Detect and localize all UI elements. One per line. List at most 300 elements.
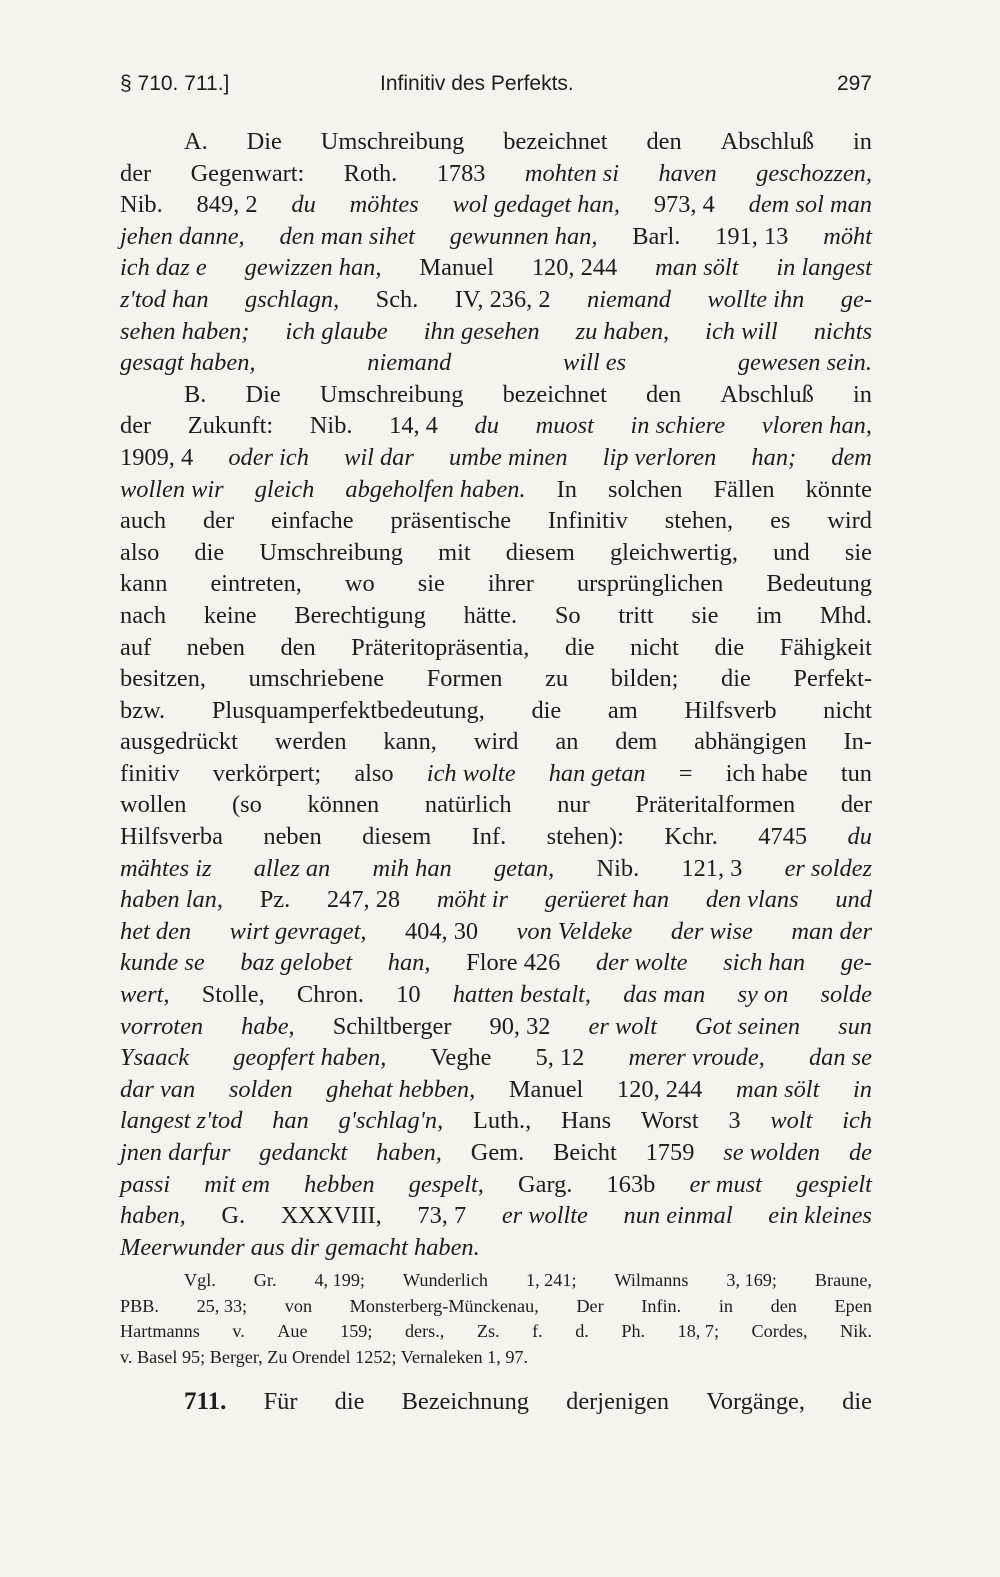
text-line — [120, 1386, 872, 1417]
italic-citation: niemand — [367, 349, 452, 377]
text-segment: 1, 241; — [525, 1270, 577, 1290]
text-segment: neben — [263, 823, 322, 851]
text-segment: Für — [263, 1388, 298, 1415]
text-segment: IV, 236, 2 — [454, 285, 551, 313]
italic-citation: er soldez — [784, 854, 872, 882]
text-line — [120, 316, 872, 348]
text-segment: Luth., — [472, 1107, 532, 1135]
text-segment: Berechtigung — [294, 601, 426, 629]
text-segment: ausgedrückt — [120, 728, 238, 756]
text-segment: tritt — [618, 601, 654, 629]
italic-citation: man der — [791, 917, 872, 945]
text-segment: In — [556, 475, 577, 503]
italic-citation: ich will — [705, 317, 778, 345]
text-segment: nach — [120, 601, 167, 629]
text-segment: Manuel — [508, 1075, 584, 1103]
text-segment: 1759 — [645, 1139, 695, 1166]
italic-citation: vloren han, — [761, 412, 872, 440]
italic-citation: dem — [831, 443, 872, 471]
text-segment: Vgl. — [184, 1270, 216, 1290]
text-segment: B. — [184, 380, 207, 408]
text-segment: 159; — [340, 1321, 373, 1341]
text-segment: 10 — [396, 981, 421, 1009]
text-segment: diesem — [362, 823, 432, 851]
text-line — [120, 884, 872, 916]
italic-citation: in — [852, 1075, 872, 1103]
text-line — [120, 474, 872, 506]
italic-citation: habe, — [241, 1012, 295, 1040]
text-segment: solchen — [608, 475, 683, 503]
text-segment: von — [284, 1295, 313, 1316]
text-segment: 14, 4 — [389, 412, 438, 440]
text-segment: Stolle, — [201, 981, 265, 1009]
text-segment: Zukunft: — [187, 412, 274, 440]
italic-citation: ich daz e — [120, 254, 207, 282]
text-segment: wird — [827, 507, 872, 535]
italic-citation: merer vroude, — [628, 1044, 765, 1072]
text-segment: und — [773, 538, 810, 566]
text-segment: wird — [473, 728, 519, 756]
text-segment: auf — [120, 633, 152, 661]
italic-citation: hebben — [304, 1170, 375, 1198]
running-header — [120, 72, 872, 102]
text-segment: Bezeichnung — [401, 1388, 529, 1415]
text-line — [120, 663, 872, 695]
italic-citation: möhtes — [349, 191, 419, 219]
italic-citation: sich han — [723, 949, 806, 977]
text-segment: Barl. — [632, 222, 681, 250]
text-segment: die — [531, 696, 562, 724]
text-segment: PBB. — [120, 1295, 159, 1316]
text-segment: auch — [120, 507, 167, 535]
text-segment: Roth. — [343, 159, 398, 187]
italic-citation: Got seinen — [695, 1012, 801, 1040]
italic-citation: gewesen sein. — [737, 349, 872, 377]
italic-citation: du — [291, 191, 316, 219]
text-segment: Zs. — [476, 1321, 500, 1341]
text-segment: in — [852, 380, 872, 408]
text-segment: 849, 2 — [196, 191, 258, 219]
text-segment: Nib. — [596, 854, 640, 882]
italic-citation: jnen darfur — [120, 1139, 231, 1166]
text-segment: nicht — [630, 633, 679, 661]
text-segment: 73, 7 — [417, 1202, 467, 1230]
text-segment: Nib. — [120, 191, 163, 219]
italic-citation: oder ich — [228, 443, 309, 471]
text-segment: bzw. — [120, 696, 166, 724]
text-segment: Manuel — [419, 254, 494, 282]
text-segment: 3 — [728, 1107, 741, 1135]
text-segment: der — [840, 791, 872, 819]
text-segment: wollen — [120, 791, 187, 819]
text-segment: Chron. — [296, 981, 364, 1009]
italic-citation: gespelt, — [408, 1170, 484, 1198]
italic-citation: man sölt — [655, 254, 739, 282]
text-segment: Kchr. — [664, 823, 718, 851]
text-segment: Präteritopräsentia, — [351, 633, 530, 661]
italic-citation: Meerwunder aus dir gemacht haben. — [120, 1233, 480, 1261]
text-segment: d. — [575, 1321, 589, 1341]
text-segment: Beicht — [553, 1139, 617, 1166]
header-title: Infinitiv des Perfekts. — [380, 72, 574, 95]
italic-citation: möht ir — [436, 886, 508, 914]
italic-citation: baz gelobet — [240, 949, 353, 977]
text-segment: G. — [221, 1202, 246, 1230]
text-line — [120, 1137, 872, 1169]
note-line — [120, 1319, 872, 1345]
italic-citation: man sölt — [736, 1075, 820, 1103]
text-segment: Nib. — [309, 412, 353, 440]
text-line — [120, 284, 872, 316]
text-line — [120, 252, 872, 284]
text-segment: stehen): — [546, 823, 624, 851]
text-segment: den — [280, 633, 316, 661]
italic-citation: er wolt — [588, 1012, 657, 1040]
text-line — [120, 600, 872, 632]
text-line — [120, 916, 872, 948]
text-segment: an — [555, 728, 579, 756]
italic-citation: das man — [623, 981, 706, 1009]
italic-citation: dem sol man — [748, 191, 872, 219]
text-segment: gleichwertig, — [609, 538, 738, 566]
italic-citation: nichts — [813, 317, 872, 345]
italic-citation: haben lan, — [120, 886, 223, 914]
text-line — [120, 537, 872, 569]
text-segment: Flore 426 — [466, 949, 561, 977]
italic-citation: passi — [120, 1170, 171, 1198]
page-number: 297 — [836, 72, 872, 95]
text-segment: keine — [203, 601, 257, 629]
italic-citation: getan, — [493, 854, 555, 882]
text-segment: Abschluß — [720, 380, 814, 408]
italic-citation: in langest — [776, 254, 872, 282]
italic-citation: Ysaack — [120, 1044, 190, 1072]
text-segment: zu — [545, 665, 569, 693]
italic-citation: het den — [120, 917, 192, 945]
italic-citation: umbe minen — [449, 443, 568, 471]
section-711 — [120, 1386, 872, 1417]
text-segment: 191, 13 — [715, 222, 789, 250]
text-line — [120, 853, 872, 885]
text-segment: XXXVIII, — [280, 1202, 382, 1230]
text-line — [120, 821, 872, 853]
text-segment: 3, 169; — [726, 1270, 777, 1290]
text-segment: präsentische — [390, 507, 512, 535]
text-segment: 5, 12 — [535, 1044, 585, 1072]
italic-citation: han; — [751, 443, 797, 471]
italic-citation: ich glaube — [285, 317, 388, 345]
text-segment: am — [607, 696, 638, 724]
text-segment: Pz. — [259, 886, 291, 914]
text-segment: Infin. — [641, 1295, 682, 1316]
text-segment: natürlich — [424, 791, 512, 819]
text-segment: sie — [691, 601, 719, 629]
italic-citation: möht — [823, 222, 872, 250]
text-segment: 120, 244 — [616, 1075, 703, 1103]
italic-citation: han, — [387, 949, 431, 977]
note-line — [120, 1268, 872, 1294]
text-segment: Hans — [561, 1107, 612, 1135]
note-line — [120, 1294, 872, 1320]
text-line — [120, 189, 872, 221]
italic-citation: nun einmal — [623, 1202, 733, 1230]
text-line — [120, 726, 872, 758]
main-text — [120, 126, 872, 1263]
italic-citation: z'tod han — [120, 285, 209, 313]
text-segment: können — [307, 791, 380, 819]
italic-citation: sy on — [737, 981, 789, 1009]
italic-citation: er wollte — [501, 1202, 588, 1230]
italic-citation: niemand — [587, 285, 671, 313]
italic-citation: haben, — [120, 1202, 186, 1230]
text-segment: der — [202, 507, 235, 535]
text-segment: Ph. — [621, 1321, 646, 1341]
text-segment: v. — [232, 1321, 245, 1341]
italic-citation: zu haben, — [575, 317, 670, 345]
italic-citation: sun — [838, 1012, 872, 1040]
text-segment: ihrer — [487, 570, 534, 598]
italic-citation: der wise — [670, 917, 753, 945]
italic-citation: du — [847, 823, 872, 851]
text-segment: 25, 33; — [196, 1295, 248, 1316]
text-segment: besitzen, — [120, 665, 207, 693]
text-segment: sie — [417, 570, 445, 598]
italic-citation: lip verloren — [602, 443, 717, 471]
text-segment: nicht — [823, 696, 872, 724]
text-line — [120, 505, 872, 537]
reference-notes — [120, 1268, 872, 1370]
italic-citation: solde — [820, 981, 872, 1009]
italic-citation: mähtes iz — [120, 854, 212, 882]
text-segment: den — [646, 128, 682, 155]
text-segment: die — [194, 538, 225, 566]
text-segment: eintreten, — [210, 570, 302, 598]
text-segment: Worst — [640, 1107, 699, 1135]
italic-citation: gespielt — [796, 1170, 872, 1198]
text-line — [120, 221, 872, 253]
text-segment: 4, 199; — [314, 1270, 365, 1290]
text-segment: Präteritalformen — [635, 791, 796, 819]
italic-citation: in schiere — [630, 412, 726, 440]
text-line — [120, 1200, 872, 1232]
italic-citation: muost — [535, 412, 594, 440]
text-segment: Abschluß — [720, 128, 815, 155]
text-segment: 1783 — [436, 159, 486, 187]
text-segment: Schiltberger — [332, 1012, 452, 1040]
text-segment: Umschreibung — [319, 380, 464, 408]
text-segment: die — [714, 633, 745, 661]
text-segment: Veghe — [430, 1044, 492, 1072]
text-segment: Hilfsverb — [684, 696, 777, 724]
italic-citation: gleich — [254, 475, 315, 503]
italic-citation: solden — [228, 1075, 293, 1103]
italic-citation: vorroten — [120, 1012, 204, 1040]
italic-citation: han — [272, 1107, 309, 1135]
italic-citation: geschozzen, — [756, 159, 872, 187]
text-segment: finitiv — [120, 759, 180, 787]
text-segment: Formen — [426, 665, 503, 693]
text-segment: Gegenwart: — [190, 159, 305, 187]
text-segment: So — [554, 601, 581, 629]
italic-citation: wollte ihn — [707, 285, 805, 313]
text-segment: Fällen — [713, 475, 775, 503]
text-segment: im — [756, 601, 782, 629]
text-segment: derjenigen — [566, 1388, 670, 1415]
text-segment: also — [354, 759, 394, 787]
text-segment: Umschreibung — [259, 538, 403, 566]
text-segment: der — [120, 159, 152, 187]
italic-citation: wirt gevraget, — [229, 917, 367, 945]
italic-citation: kunde se — [120, 949, 205, 977]
text-segment: ursprünglichen — [576, 570, 724, 598]
italic-citation: se wolden — [723, 1139, 821, 1166]
italic-citation: wert, — [120, 981, 170, 1009]
text-segment: Nik. — [840, 1321, 872, 1341]
text-segment: Die — [245, 380, 281, 408]
text-segment: Hartmanns — [120, 1321, 200, 1341]
text-segment: Bedeutung — [766, 570, 872, 598]
text-segment: die — [334, 1388, 365, 1415]
text-line — [120, 695, 872, 727]
text-segment: Fähigkeit — [779, 633, 872, 661]
italic-citation: wollen wir — [120, 475, 224, 503]
text-segment: = — [678, 759, 693, 787]
text-segment: also — [120, 538, 160, 566]
text-segment: umschriebene — [248, 665, 385, 693]
text-line — [120, 568, 872, 600]
text-line — [120, 126, 872, 158]
note-line — [120, 1345, 872, 1371]
text-segment: A. — [184, 128, 208, 155]
italic-citation: g'schlag'n, — [338, 1107, 444, 1135]
text-segment: Cordes, — [751, 1321, 808, 1341]
text-segment: Vorgänge, — [706, 1388, 805, 1415]
text-line — [120, 442, 872, 474]
text-line — [120, 758, 872, 790]
italic-citation: gewunnen han, — [449, 222, 598, 250]
text-segment: 90, 32 — [489, 1012, 551, 1040]
text-segment: 1909, 4 — [120, 443, 194, 471]
text-segment: bilden; — [610, 665, 679, 693]
text-segment: Die — [246, 128, 282, 155]
italic-citation: ein kleines — [768, 1202, 872, 1230]
italic-citation: haven — [658, 159, 717, 187]
text-segment: (so — [232, 791, 262, 819]
text-segment: bezeichnet — [502, 380, 607, 408]
text-segment: diesem — [505, 538, 575, 566]
text-segment: abhängigen — [694, 728, 807, 756]
italic-citation: sehen haben; — [120, 317, 250, 345]
text-line — [120, 379, 872, 411]
text-segment: 404, 30 — [404, 917, 479, 945]
text-segment: Mhd. — [819, 601, 872, 629]
text-segment: Infinitiv — [547, 507, 628, 535]
text-segment: 4745 — [758, 823, 808, 851]
text-segment: einfache — [270, 507, 354, 535]
italic-citation: ge- — [840, 285, 872, 313]
text-segment: Gr. — [253, 1270, 277, 1290]
text-line — [120, 347, 872, 379]
italic-citation: mih han — [372, 854, 452, 882]
text-segment: v. Basel 95; Berger, Zu Orendel 1252; Vernaleken 1, 97. — [120, 1346, 529, 1367]
text-line — [120, 1042, 872, 1074]
text-segment: bezeichnet — [503, 128, 608, 155]
text-segment: sie — [844, 538, 872, 566]
text-segment: Plusquamperfektbedeutung, — [211, 696, 485, 724]
text-line — [120, 947, 872, 979]
text-line — [120, 789, 872, 821]
italic-citation: gschlagn, — [245, 285, 340, 313]
italic-citation: er must — [689, 1170, 762, 1198]
text-line — [120, 1074, 872, 1106]
text-segment: wo — [344, 570, 375, 598]
text-segment: Wunderlich — [402, 1270, 489, 1290]
italic-citation: de — [848, 1139, 872, 1166]
text-segment: die — [842, 1388, 872, 1415]
italic-citation: allez an — [253, 854, 331, 882]
text-segment: es — [770, 507, 791, 535]
text-segment: Der — [576, 1295, 604, 1316]
italic-citation: gedanckt — [259, 1139, 348, 1166]
italic-citation: dar van — [120, 1075, 196, 1103]
text-segment: den — [770, 1295, 797, 1316]
italic-citation: gewizzen han, — [244, 254, 382, 282]
text-segment: Sch. — [375, 285, 419, 313]
text-segment: 18, 7; — [677, 1321, 720, 1341]
text-line — [120, 632, 872, 664]
text-segment: Garg. — [518, 1170, 573, 1198]
italic-citation: der wolte — [595, 949, 688, 977]
text-segment: kann — [120, 570, 168, 598]
text-segment: Wilmanns — [614, 1270, 689, 1290]
italic-citation: wolt — [770, 1107, 813, 1135]
italic-citation: gesagt haben, — [120, 349, 256, 377]
italic-citation: wol gedaget han, — [452, 191, 620, 219]
text-segment: könnte — [805, 475, 872, 503]
text-segment: mit — [438, 538, 471, 566]
text-segment: Braune, — [814, 1270, 872, 1290]
section-number: 711. — [184, 1388, 227, 1415]
text-line — [120, 410, 872, 442]
text-segment: nur — [557, 791, 590, 819]
text-segment: Hilfsverba — [120, 823, 223, 851]
italic-citation: jehen danne, — [120, 222, 245, 250]
italic-citation: den man sihet — [279, 222, 415, 250]
text-segment: dem — [615, 728, 658, 756]
italic-citation: ich — [842, 1107, 872, 1135]
italic-citation: ghehat hebben, — [326, 1075, 476, 1103]
text-segment: ders., — [404, 1321, 445, 1341]
text-segment: in — [852, 128, 872, 155]
text-segment: den — [645, 380, 682, 408]
text-segment: Perfekt- — [793, 665, 872, 693]
text-segment: stehen, — [664, 507, 734, 535]
text-segment: Monsterberg-Münckenau, — [349, 1295, 539, 1316]
text-segment: 973, 4 — [653, 191, 715, 219]
text-line — [120, 1169, 872, 1201]
italic-citation: will es — [563, 349, 627, 377]
text-segment: 120, 244 — [531, 254, 618, 282]
italic-citation: ich wolte — [426, 759, 516, 787]
italic-citation: und — [835, 886, 872, 914]
text-segment: ich habe — [725, 759, 808, 787]
text-segment: neben — [186, 633, 245, 661]
italic-citation: von Veldeke — [516, 917, 633, 945]
header-section-ref: § 710. 711.] — [120, 72, 230, 95]
text-segment: Umschreibung — [320, 128, 465, 155]
text-segment: kann, — [383, 728, 437, 756]
text-segment: die — [721, 665, 751, 693]
